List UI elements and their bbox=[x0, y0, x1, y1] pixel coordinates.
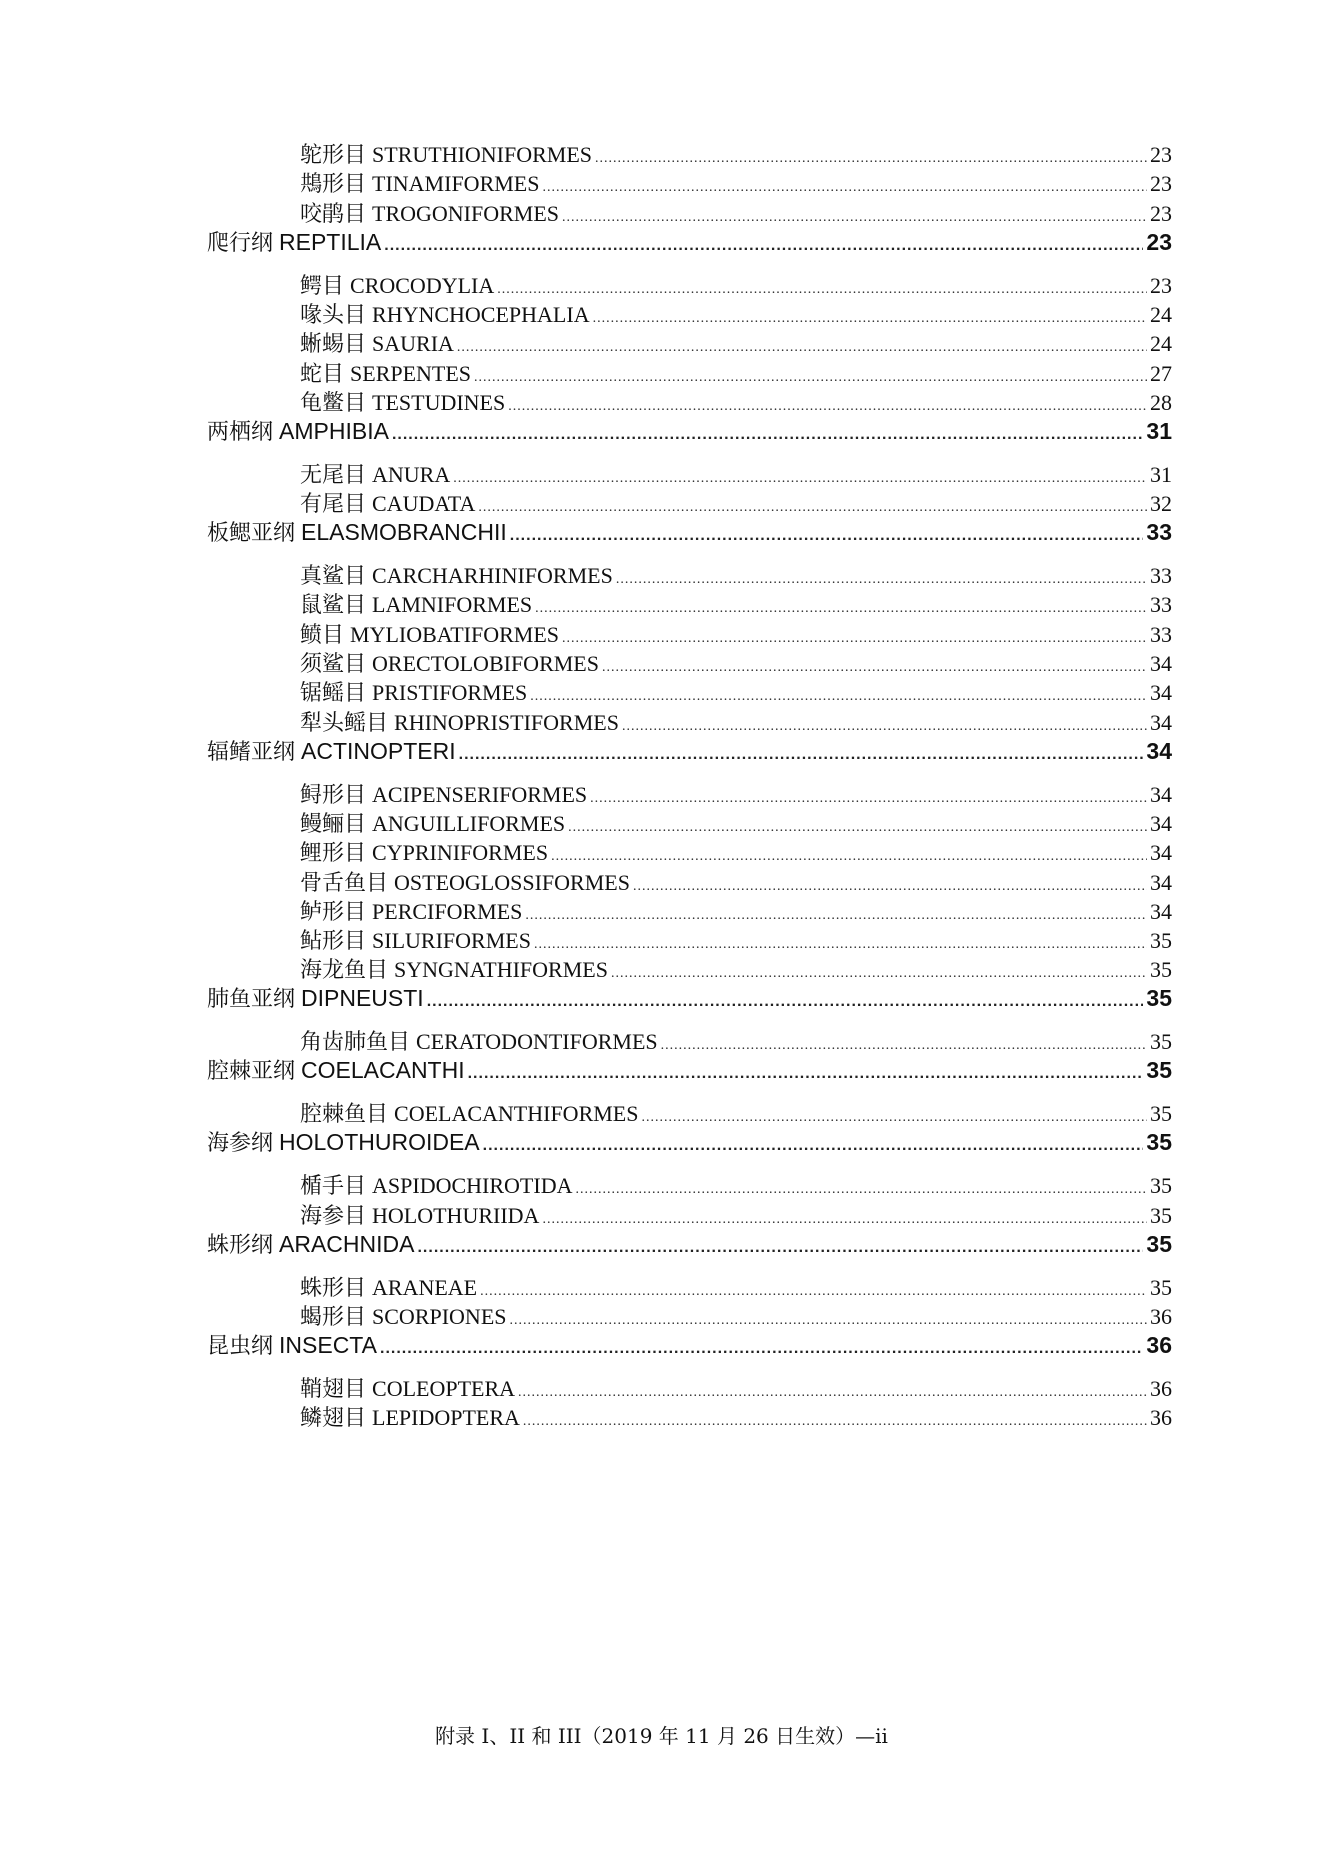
dot-leader bbox=[525, 899, 1147, 925]
toc-order-entry[interactable] bbox=[300, 167, 1172, 197]
dot-leader bbox=[562, 622, 1147, 648]
toc-order-entry[interactable] bbox=[300, 807, 1172, 837]
entry-chinese-name: 两栖纲 bbox=[207, 419, 274, 445]
entry-chinese-name: 咬鹃目 bbox=[300, 201, 367, 227]
toc-order-entry[interactable] bbox=[300, 706, 1172, 736]
entry-latin-name: ARACHNIDA bbox=[279, 1230, 415, 1257]
toc-class-entry[interactable] bbox=[207, 226, 1172, 258]
entry-chinese-name: 板鳃亚纲 bbox=[207, 521, 296, 547]
entry-latin-name: ARANEAE bbox=[372, 1274, 478, 1300]
page-footer: 附录 I、II 和 III（2019 年 11 月 26 日生效）—ii bbox=[435, 1724, 888, 1748]
entry-chinese-name: 蛇目 bbox=[300, 361, 345, 387]
entry-latin-name: LEPIDOPTERA bbox=[372, 1405, 520, 1431]
toc-order-entry[interactable] bbox=[300, 676, 1172, 706]
entry-latin-name: ACIPENSERIFORMES bbox=[372, 781, 588, 807]
entry-latin-name: SYNGNATHIFORMES bbox=[394, 957, 608, 983]
entry-latin-name: PERCIFORMES bbox=[372, 898, 523, 924]
toc-order-entry[interactable] bbox=[300, 1169, 1172, 1199]
entry-latin-name: CROCODYLIA bbox=[350, 272, 495, 298]
toc-order-entry[interactable] bbox=[300, 386, 1172, 416]
toc-order-entry[interactable] bbox=[300, 298, 1172, 328]
entry-latin-name: MYLIOBATIFORMES bbox=[350, 621, 560, 647]
entry-page-number: 24 bbox=[1150, 301, 1172, 327]
entry-latin-name: STRUTHIONIFORMES bbox=[372, 142, 593, 167]
entry-chinese-name: 蛛形目 bbox=[300, 1275, 367, 1301]
entry-page-number: 34 bbox=[1150, 898, 1172, 924]
entry-page-number: 32 bbox=[1150, 491, 1172, 517]
dot-leader bbox=[510, 1304, 1148, 1330]
dot-leader bbox=[474, 361, 1147, 387]
entry-chinese-name: 鲤形目 bbox=[300, 841, 367, 867]
entry-page-number: 35 bbox=[1150, 1173, 1172, 1199]
dot-leader bbox=[661, 1029, 1147, 1055]
entry-page-number: 33 bbox=[1150, 621, 1172, 647]
entry-chinese-name: 蜥蜴目 bbox=[300, 332, 367, 358]
entry-page-number: 33 bbox=[1146, 519, 1172, 546]
toc-class-entry[interactable] bbox=[207, 516, 1172, 548]
entry-latin-name: REPTILIA bbox=[279, 228, 382, 255]
dot-leader bbox=[575, 1173, 1147, 1199]
dot-leader bbox=[427, 985, 1144, 1012]
dot-leader bbox=[518, 1376, 1147, 1402]
dot-leader bbox=[497, 273, 1147, 299]
entry-chinese-name: 龟鳖目 bbox=[300, 390, 367, 416]
entry-page-number: 34 bbox=[1150, 840, 1172, 866]
dot-leader bbox=[380, 1332, 1143, 1359]
entry-latin-name: AMPHIBIA bbox=[279, 417, 389, 444]
dot-leader bbox=[568, 811, 1147, 837]
entry-page-number: 31 bbox=[1146, 417, 1172, 444]
entry-latin-name: COELACANTHI bbox=[301, 1057, 465, 1084]
entry-page-number: 31 bbox=[1150, 461, 1172, 487]
toc-order-entry[interactable] bbox=[300, 895, 1172, 925]
entry-page-number: 23 bbox=[1146, 228, 1172, 255]
entry-latin-name: TINAMIFORMES bbox=[372, 171, 540, 197]
toc-order-entry[interactable] bbox=[300, 1372, 1172, 1402]
entry-chinese-name: 鳞翅目 bbox=[300, 1406, 367, 1432]
toc-order-entry[interactable] bbox=[300, 588, 1172, 618]
entry-latin-name: ACTINOPTERI bbox=[301, 737, 456, 764]
dot-leader bbox=[535, 592, 1147, 618]
entry-page-number: 36 bbox=[1150, 1405, 1172, 1431]
toc-order-entry[interactable] bbox=[300, 327, 1172, 357]
entry-page-number: 35 bbox=[1150, 928, 1172, 954]
toc-order-entry[interactable] bbox=[300, 618, 1172, 648]
entry-chinese-name: 须鲨目 bbox=[300, 652, 367, 677]
entry-chinese-name: 辐鳍亚纲 bbox=[207, 739, 296, 765]
entry-chinese-name: 无尾目 bbox=[300, 462, 367, 488]
entry-chinese-name: 海参目 bbox=[300, 1203, 367, 1229]
toc-order-entry[interactable] bbox=[300, 1199, 1172, 1229]
dot-leader bbox=[510, 519, 1144, 546]
toc-class-entry[interactable] bbox=[207, 982, 1172, 1014]
entry-page-number: 34 bbox=[1146, 737, 1172, 764]
entry-page-number: 34 bbox=[1150, 810, 1172, 836]
entry-chinese-name: 楯手目 bbox=[300, 1174, 367, 1200]
entry-page-number: 34 bbox=[1150, 869, 1172, 895]
entry-chinese-name: 角齿肺鱼目 bbox=[300, 1030, 411, 1056]
entry-latin-name: SAURIA bbox=[372, 331, 454, 357]
dot-leader bbox=[590, 782, 1147, 808]
entry-page-number: 27 bbox=[1150, 360, 1172, 386]
entry-latin-name: SCORPIONES bbox=[372, 1304, 507, 1329]
entry-chinese-name: 肺鱼亚纲 bbox=[207, 987, 296, 1013]
entry-chinese-name: 海龙鱼目 bbox=[300, 958, 389, 984]
entry-page-number: 23 bbox=[1150, 200, 1172, 226]
entry-page-number: 34 bbox=[1150, 651, 1172, 676]
dot-leader bbox=[453, 462, 1147, 488]
dot-leader bbox=[478, 491, 1147, 517]
dot-leader bbox=[593, 302, 1147, 328]
toc-order-entry[interactable] bbox=[300, 778, 1172, 808]
entry-latin-name: TROGONIFORMES bbox=[372, 200, 560, 226]
dot-leader bbox=[562, 201, 1147, 227]
toc-class-entry[interactable] bbox=[207, 415, 1172, 447]
entry-page-number: 34 bbox=[1150, 781, 1172, 807]
toc-order-entry[interactable] bbox=[300, 487, 1172, 517]
entry-page-number: 34 bbox=[1150, 709, 1172, 735]
toc-order-entry[interactable] bbox=[300, 836, 1172, 866]
entry-latin-name: PRISTIFORMES bbox=[372, 680, 528, 706]
dot-leader bbox=[622, 710, 1147, 736]
toc-order-entry[interactable] bbox=[300, 1271, 1172, 1301]
entry-chinese-name: 蛛形纲 bbox=[207, 1232, 274, 1258]
entry-page-number: 23 bbox=[1150, 142, 1172, 167]
dot-leader bbox=[534, 928, 1147, 954]
entry-page-number: 36 bbox=[1150, 1304, 1172, 1329]
entry-chinese-name: 鲈形目 bbox=[300, 899, 367, 925]
entry-latin-name: INSECTA bbox=[279, 1332, 377, 1358]
entry-chinese-name: 鲟形目 bbox=[300, 782, 367, 808]
entry-chinese-name: 昆虫纲 bbox=[207, 1334, 274, 1359]
entry-chinese-name: 鼠鲨目 bbox=[300, 593, 367, 619]
entry-chinese-name: 犁头鳐目 bbox=[300, 710, 389, 736]
toc-class-entry[interactable] bbox=[207, 1126, 1172, 1158]
entry-latin-name: CARCHARHINIFORMES bbox=[372, 563, 613, 589]
entry-chinese-name: 腔棘鱼目 bbox=[300, 1102, 389, 1128]
toc-class-entry[interactable] bbox=[207, 1329, 1172, 1361]
entry-latin-name: DIPNEUSTI bbox=[301, 985, 424, 1012]
entry-page-number: 33 bbox=[1150, 592, 1172, 618]
entry-page-number: 35 bbox=[1150, 1029, 1172, 1055]
toc-order-entry[interactable] bbox=[300, 953, 1172, 983]
toc-order-entry[interactable] bbox=[300, 1300, 1172, 1330]
entry-latin-name: SERPENTES bbox=[350, 360, 472, 386]
dot-leader bbox=[384, 229, 1143, 256]
entry-latin-name: HOLOTHURIIDA bbox=[372, 1202, 540, 1228]
entry-page-number: 33 bbox=[1150, 563, 1172, 589]
entry-latin-name: ORECTOLOBIFORMES bbox=[372, 651, 599, 676]
dot-leader bbox=[542, 171, 1147, 197]
entry-page-number: 35 bbox=[1146, 1129, 1172, 1156]
entry-chinese-name: 鸵形目 bbox=[300, 143, 367, 168]
dot-leader bbox=[459, 738, 1144, 765]
dot-leader bbox=[417, 1231, 1143, 1258]
entry-chinese-name: 真鲨目 bbox=[300, 564, 367, 590]
entry-chinese-name: 喙头目 bbox=[300, 302, 367, 328]
dot-leader bbox=[616, 563, 1147, 589]
dot-leader bbox=[480, 1275, 1147, 1301]
entry-chinese-name: 海参纲 bbox=[207, 1131, 274, 1157]
dot-leader bbox=[542, 1203, 1147, 1229]
entry-page-number: 35 bbox=[1150, 1274, 1172, 1300]
toc-class-entry[interactable] bbox=[207, 1228, 1172, 1260]
toc-order-entry[interactable] bbox=[300, 559, 1172, 589]
entry-latin-name: ELASMOBRANCHII bbox=[301, 519, 507, 546]
toc-class-entry[interactable] bbox=[207, 1054, 1172, 1086]
entry-latin-name: COELACANTHIFORMES bbox=[394, 1101, 639, 1127]
toc-order-entry[interactable] bbox=[300, 1097, 1172, 1127]
toc-order-entry[interactable] bbox=[300, 1025, 1172, 1055]
entry-page-number: 35 bbox=[1146, 985, 1172, 1012]
dot-leader bbox=[641, 1101, 1147, 1127]
dot-leader bbox=[468, 1057, 1144, 1084]
dot-leader bbox=[392, 418, 1143, 445]
entry-latin-name: ANURA bbox=[372, 461, 451, 487]
entry-chinese-name: 爬行纲 bbox=[207, 230, 274, 256]
entry-page-number: 35 bbox=[1150, 1101, 1172, 1127]
entry-latin-name: CERATODONTIFORMES bbox=[416, 1029, 658, 1055]
entry-page-number: 28 bbox=[1150, 389, 1172, 415]
entry-chinese-name: 鳗鲡目 bbox=[300, 811, 367, 837]
toc-order-entry[interactable] bbox=[300, 357, 1172, 387]
entry-latin-name: ANGUILLIFORMES bbox=[372, 810, 566, 836]
dot-leader bbox=[611, 957, 1147, 983]
entry-page-number: 34 bbox=[1150, 680, 1172, 706]
dot-leader bbox=[483, 1129, 1144, 1156]
toc-order-entry[interactable] bbox=[300, 924, 1172, 954]
entry-chinese-name: 鲼目 bbox=[300, 622, 345, 648]
toc-order-entry[interactable] bbox=[300, 647, 1172, 677]
entry-page-number: 35 bbox=[1150, 957, 1172, 983]
entry-chinese-name: 鞘翅目 bbox=[300, 1377, 367, 1402]
entry-page-number: 35 bbox=[1146, 1230, 1172, 1257]
entry-page-number: 24 bbox=[1150, 331, 1172, 357]
dot-leader bbox=[457, 331, 1147, 357]
dot-leader bbox=[633, 870, 1147, 896]
dot-leader bbox=[523, 1405, 1147, 1431]
entry-chinese-name: 鲇形目 bbox=[300, 929, 367, 955]
dot-leader bbox=[530, 680, 1147, 706]
dot-leader bbox=[602, 651, 1147, 677]
entry-chinese-name: 䳍形目 bbox=[300, 172, 367, 198]
entry-latin-name: COLEOPTERA bbox=[372, 1376, 516, 1401]
entry-page-number: 35 bbox=[1150, 1202, 1172, 1228]
toc-class-entry[interactable] bbox=[207, 735, 1172, 767]
entry-latin-name: SILURIFORMES bbox=[372, 928, 531, 954]
entry-latin-name: HOLOTHUROIDEA bbox=[279, 1129, 480, 1156]
toc-order-entry[interactable] bbox=[300, 866, 1172, 896]
entry-page-number: 23 bbox=[1150, 272, 1172, 298]
toc-order-entry[interactable] bbox=[300, 197, 1172, 227]
entry-latin-name: LAMNIFORMES bbox=[372, 592, 533, 618]
toc-order-entry[interactable] bbox=[300, 138, 1172, 168]
entry-latin-name: CYPRINIFORMES bbox=[372, 840, 549, 866]
entry-page-number: 35 bbox=[1146, 1057, 1172, 1084]
entry-chinese-name: 鳄目 bbox=[300, 273, 345, 299]
entry-chinese-name: 腔棘亚纲 bbox=[207, 1059, 296, 1085]
dot-leader bbox=[508, 390, 1147, 416]
dot-leader bbox=[551, 840, 1147, 866]
toc-order-entry[interactable] bbox=[300, 1401, 1172, 1431]
entry-latin-name: ASPIDOCHIROTIDA bbox=[372, 1173, 573, 1199]
toc-order-entry[interactable] bbox=[300, 458, 1172, 488]
entry-latin-name: CAUDATA bbox=[372, 491, 476, 517]
dot-leader bbox=[595, 142, 1147, 168]
entry-latin-name: RHYNCHOCEPHALIA bbox=[372, 301, 590, 327]
toc-order-entry[interactable] bbox=[300, 269, 1172, 299]
entry-chinese-name: 骨舌鱼目 bbox=[300, 870, 389, 896]
entry-latin-name: RHINOPRISTIFORMES bbox=[394, 709, 619, 735]
entry-page-number: 36 bbox=[1146, 1332, 1172, 1358]
entry-chinese-name: 有尾目 bbox=[300, 492, 367, 518]
entry-chinese-name: 蝎形目 bbox=[300, 1305, 367, 1330]
entry-latin-name: TESTUDINES bbox=[372, 389, 506, 415]
entry-latin-name: OSTEOGLOSSIFORMES bbox=[394, 869, 630, 895]
entry-page-number: 23 bbox=[1150, 171, 1172, 197]
entry-page-number: 36 bbox=[1150, 1376, 1172, 1401]
entry-chinese-name: 锯鳐目 bbox=[300, 681, 367, 707]
